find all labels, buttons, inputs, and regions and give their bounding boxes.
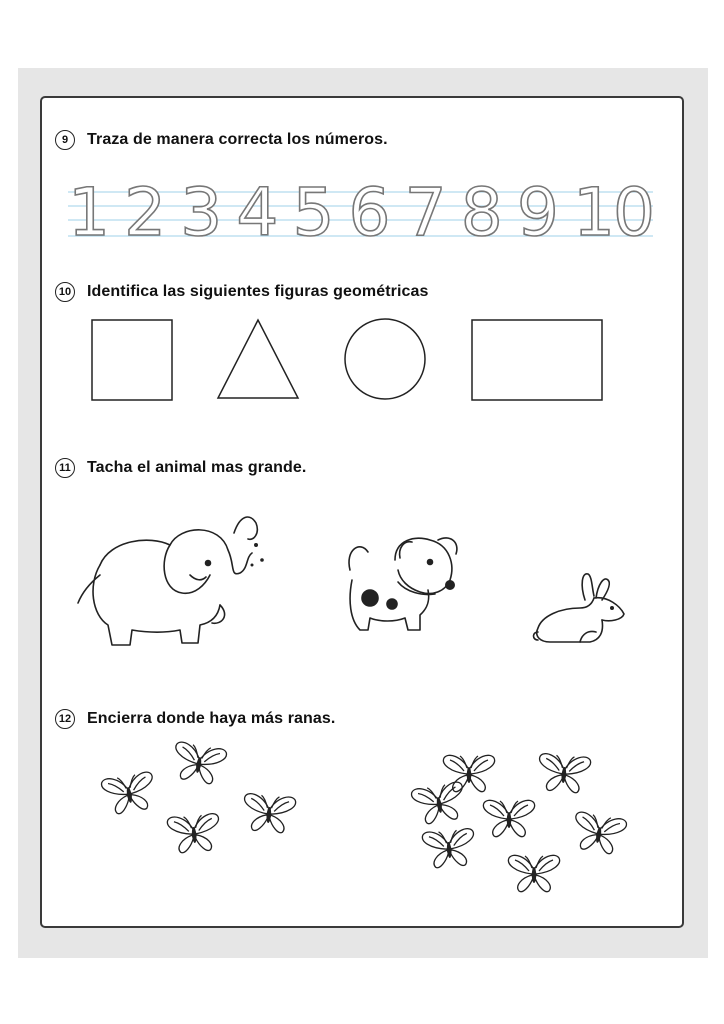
butterfly-icon <box>166 735 231 790</box>
question-9 <box>55 130 388 150</box>
square-shape[interactable] <box>92 320 172 400</box>
question-number: 9 <box>55 130 75 150</box>
question-11 <box>55 458 306 478</box>
trace-number-3[interactable]: 3 <box>180 174 221 251</box>
question-number: 11 <box>55 458 75 478</box>
butterfly-group-left[interactable] <box>90 740 330 880</box>
rabbit-icon[interactable] <box>530 570 630 650</box>
butterfly-icon <box>505 850 563 896</box>
butterfly-icon <box>163 808 225 859</box>
elephant-icon[interactable] <box>70 505 270 655</box>
butterfly-icon <box>533 748 595 799</box>
tracing-numbers-row[interactable] <box>68 174 653 251</box>
butterfly-group-right[interactable] <box>410 740 640 900</box>
butterfly-icon <box>406 775 471 830</box>
rectangle-shape[interactable] <box>472 320 602 400</box>
trace-number-5[interactable]: 5 <box>292 174 333 251</box>
butterfly-icon <box>566 805 631 860</box>
dog-icon[interactable] <box>340 530 470 645</box>
question-number: 10 <box>55 282 75 302</box>
trace-number-6[interactable]: 6 <box>348 174 389 251</box>
triangle-shape[interactable] <box>218 320 298 398</box>
trace-number-8[interactable]: 8 <box>460 174 501 251</box>
trace-number-1[interactable]: 1 <box>68 174 108 251</box>
trace-number-9[interactable]: 9 <box>516 174 557 251</box>
butterfly-icon <box>96 765 161 820</box>
circle-shape[interactable] <box>345 319 425 399</box>
butterfly-icon <box>238 788 300 839</box>
question-text: Encierra donde haya más ranas. <box>87 710 336 727</box>
trace-number-10[interactable]: 10 <box>572 174 653 251</box>
trace-number-4[interactable]: 4 <box>236 174 277 251</box>
question-12 <box>55 709 335 729</box>
butterfly-icon <box>480 795 538 841</box>
question-10 <box>55 282 429 302</box>
shapes-row <box>80 310 620 410</box>
question-text: Identifica las siguientes figuras geométricas <box>87 283 429 300</box>
butterfly-icon <box>418 823 480 874</box>
question-number: 12 <box>55 709 75 729</box>
question-text: Tacha el animal mas grande. <box>87 459 307 476</box>
trace-number-7[interactable]: 7 <box>404 174 445 251</box>
trace-number-2[interactable]: 2 <box>124 174 165 251</box>
question-text: Traza de manera correcta los números. <box>87 131 388 148</box>
